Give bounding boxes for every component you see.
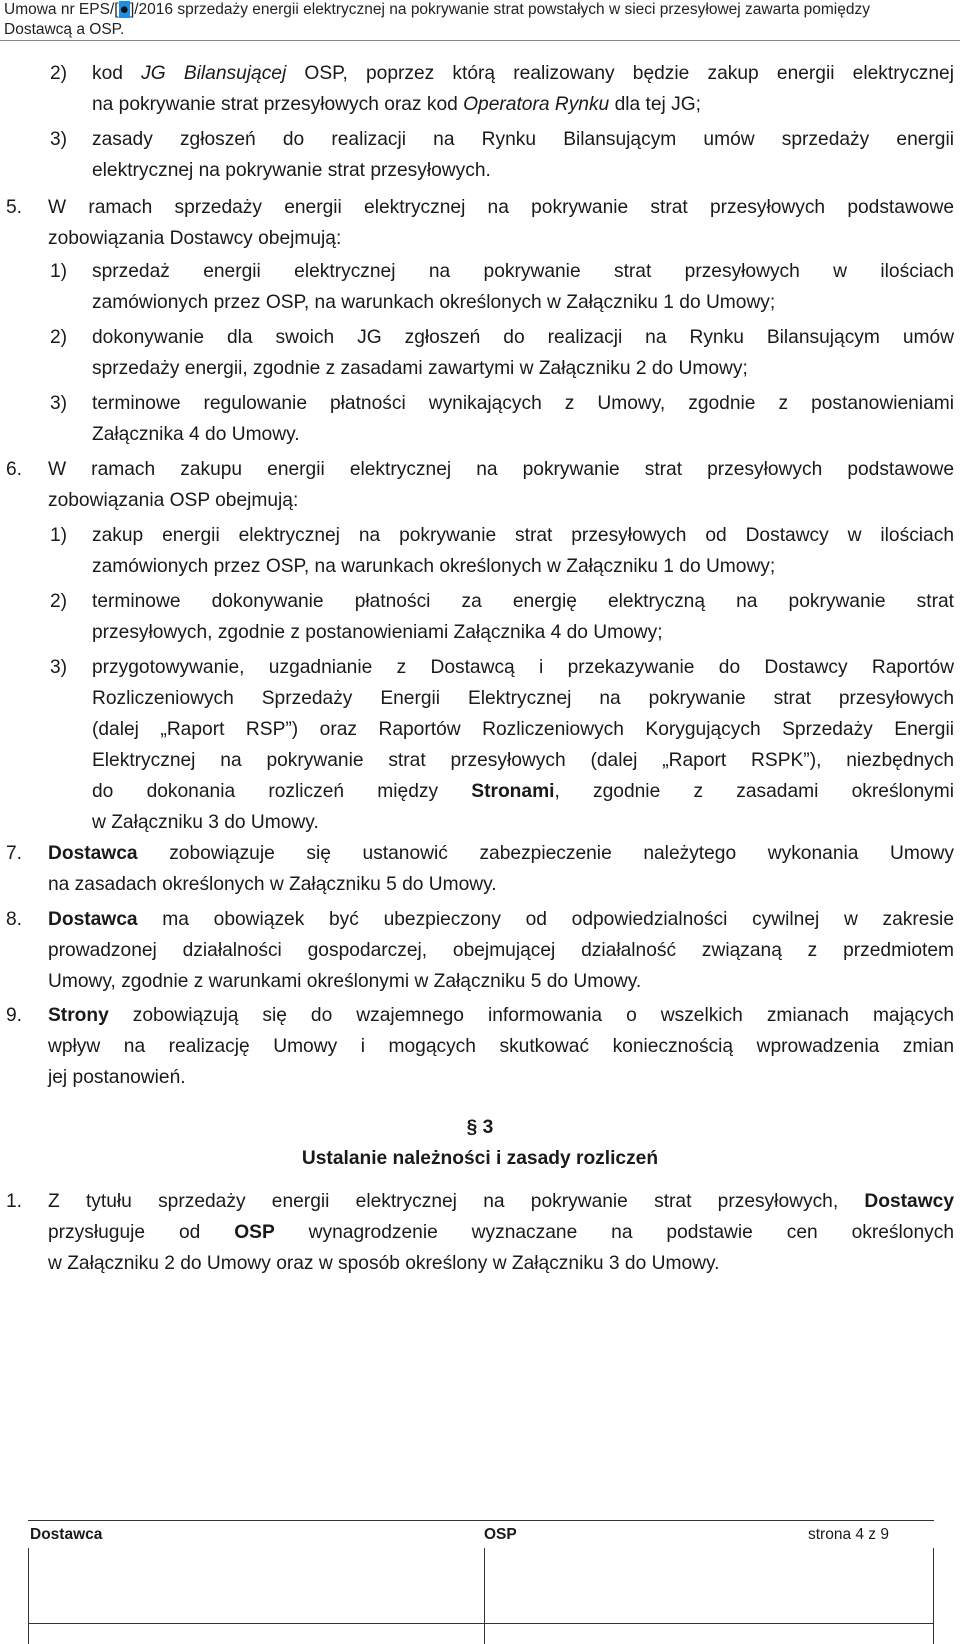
text-line — [92, 683, 954, 714]
item-text — [92, 124, 954, 186]
text-run: na zasadach określonych w Załączniku 5 do Umowy. — [48, 874, 497, 895]
item-number: 3) — [50, 657, 68, 678]
text-line — [48, 869, 954, 900]
text-run: sprzedaż energii elektrycznej na pokrywanie strat przesyłowych w ilościach — [92, 261, 954, 282]
text-run: Dostawca — [48, 843, 138, 864]
text-run: elektrycznej na pokrywanie strat przesyłowych. — [92, 160, 491, 181]
text-run: W ramach zakupu energii elektrycznej na pokrywanie strat przesyłowych podstawowe — [48, 459, 954, 480]
paragraph-number: 7. — [6, 843, 23, 864]
paragraph-number: 1. — [6, 1191, 23, 1212]
text-run: zobowiązują się do wzajemnego informowania o wszelkich zmianach mających — [108, 1005, 954, 1026]
text-run: Umowy, zgodnie z warunkami określonymi w Załączniku 5 do Umowy. — [48, 971, 642, 992]
header-text: ]/2016 sprzedaży energii elektrycznej na pokrywanie strat powstałych w sieci przesyłowej zawarta pomiędzy — [129, 1, 870, 18]
text-run: zobowiązania Dostawcy obejmują: — [48, 228, 342, 249]
text-run: W ramach sprzedaży energii elektrycznej na pokrywanie strat przesyłowych podstawowe — [48, 197, 954, 218]
text-run: Elektrycznej na pokrywanie strat przesyłowych (dalej „Raport RSPK”), niezbędnych — [92, 750, 954, 771]
text-run: Dostawcy — [864, 1191, 954, 1212]
text-run: przygotowywanie, uzgadnianie z Dostawcą i przekazywanie do Dostawcy Raportów — [92, 657, 954, 678]
text-run: Dostawca — [48, 909, 138, 930]
text-run: OSP, poprzez którą realizowany będzie zakup energii elektrycznej — [286, 63, 954, 84]
text-run: prowadzonej działalności gospodarczej, obejmującej działalność związaną z przedmiotem — [48, 940, 954, 961]
text-line — [92, 419, 954, 450]
page-number: strona 4 z 9 — [808, 1526, 889, 1543]
text-run: ma obowiązek być ubezpieczony od odpowiedzialności cywilnej w zakresie — [137, 909, 954, 930]
text-line — [92, 89, 954, 120]
text-line — [48, 192, 954, 223]
item-number: 2) — [50, 327, 68, 348]
text-run: Operatora Rynku — [463, 94, 610, 115]
footer-party-osp: OSP — [484, 1526, 517, 1543]
text-line — [92, 745, 954, 776]
signature-box-border — [484, 1548, 485, 1644]
text-line — [92, 353, 954, 384]
text-run: jej postanowień. — [48, 1067, 186, 1088]
paragraph-text — [48, 192, 954, 254]
item-text — [92, 58, 954, 120]
text-line — [92, 322, 954, 353]
text-run: przysługuje od — [48, 1222, 235, 1243]
text-run: zobowiązania OSP obejmują: — [48, 490, 299, 511]
text-line — [92, 551, 954, 582]
item-text — [92, 520, 954, 582]
paragraph-text — [48, 1000, 954, 1093]
text-line — [92, 256, 954, 287]
text-line — [48, 966, 954, 997]
text-line — [48, 485, 954, 516]
text-line — [92, 58, 954, 89]
paragraph-number: 5. — [6, 197, 23, 218]
text-run: przesyłowych, zgodnie z postanowieniami Załącznika 4 do Umowy; — [92, 622, 663, 643]
item-number: 2) — [50, 591, 68, 612]
item-text — [92, 256, 954, 318]
placeholder-highlight: ● — [119, 1, 129, 18]
text-run: (dalej „Raport RSP”) oraz Raportów Rozliczeniowych Korygujących Sprzedaży Energii — [92, 719, 954, 740]
text-run: Stronami — [471, 781, 555, 802]
footer-divider — [28, 1520, 934, 1521]
text-line — [48, 838, 954, 869]
item-number: 1) — [50, 261, 68, 282]
header-divider — [0, 40, 960, 41]
text-line — [92, 652, 954, 683]
text-run: zasady zgłoszeń do realizacji na Rynku Bilansującym umów sprzedaży energii — [92, 129, 954, 150]
text-run: Z tytułu sprzedaży energii elektrycznej na pokrywanie strat przesyłowych, — [48, 1191, 865, 1212]
item-number: 1) — [50, 525, 68, 546]
text-run: Rozliczeniowych Sprzedaży Energii Elektrycznej na pokrywanie strat przesyłowych — [92, 688, 954, 709]
text-line — [48, 1217, 954, 1248]
text-line — [48, 1031, 954, 1062]
text-run: do dokonania rozliczeń między — [92, 781, 472, 802]
header-line-1 — [4, 0, 954, 20]
text-run: terminowe dokonywanie płatności za energię elektryczną na pokrywanie strat — [92, 591, 954, 612]
page-header — [4, 0, 954, 40]
header-text: Umowa nr EPS/[ — [4, 1, 119, 18]
text-line — [48, 454, 954, 485]
item-number: 2) — [50, 63, 68, 84]
section-sign: § 3 — [466, 1117, 494, 1138]
text-line — [48, 1248, 954, 1279]
footer-party-supplier: Dostawca — [30, 1526, 103, 1543]
item-text — [92, 388, 954, 450]
paragraph-number: 8. — [6, 909, 23, 930]
section-title: Ustalanie należności i zasady rozliczeń — [301, 1148, 659, 1169]
text-run: zobowiązuje się ustanowić zabezpieczenie należytego wykonania Umowy — [137, 843, 954, 864]
text-line — [92, 714, 954, 745]
paragraph-number: 9. — [6, 1005, 23, 1026]
text-line — [48, 935, 954, 966]
text-run: zamówionych przez OSP, na warunkach określonych w Załączniku 1 do Umowy; — [92, 292, 776, 313]
text-line — [92, 776, 954, 807]
signature-box-border — [933, 1548, 934, 1644]
text-run: , zgodnie z zasadami określonymi — [554, 781, 954, 802]
text-run: Strony — [48, 1005, 109, 1026]
item-number: 3) — [50, 129, 68, 150]
header-line-2: Dostawcą a OSP. — [4, 21, 125, 38]
item-text — [92, 586, 954, 648]
text-line — [48, 1000, 954, 1031]
text-line — [92, 388, 954, 419]
text-run: w Załączniku 3 do Umowy. — [92, 812, 319, 833]
paragraph-text — [48, 1186, 954, 1279]
page-footer — [28, 1520, 934, 1620]
text-run: w Załączniku 2 do Umowy oraz w sposób określony w Załączniku 3 do Umowy. — [48, 1253, 720, 1274]
text-line — [92, 155, 954, 186]
text-run: Załącznika 4 do Umowy. — [92, 424, 300, 445]
text-run: zamówionych przez OSP, na warunkach określonych w Załączniku 1 do Umowy; — [92, 556, 776, 577]
text-line — [92, 520, 954, 551]
text-line — [48, 1062, 954, 1093]
text-run: dla tej JG; — [609, 94, 701, 115]
paragraph-number: 6. — [6, 459, 23, 480]
item-text — [92, 652, 954, 838]
text-run: wynagrodzenie wyznaczane na podstawie cen określonych — [274, 1222, 954, 1243]
item-text — [92, 322, 954, 384]
text-run: JG Bilansującej — [141, 63, 287, 84]
signature-box-border — [28, 1548, 29, 1644]
item-number: 3) — [50, 393, 68, 414]
text-line — [48, 1186, 954, 1217]
text-line — [48, 223, 954, 254]
signature-box-bottom — [28, 1623, 934, 1624]
text-run: OSP — [234, 1222, 275, 1243]
text-run: terminowe regulowanie płatności wynikających z Umowy, zgodnie z postanowieniami — [92, 393, 954, 414]
text-line — [92, 807, 954, 838]
text-run: sprzedaży energii, zgodnie z zasadami zawartymi w Załączniku 2 do Umowy; — [92, 358, 748, 379]
text-run: wpływ na realizację Umowy i mogących skutkować koniecznością wprowadzenia zmian — [48, 1036, 954, 1057]
text-line — [92, 586, 954, 617]
text-line — [92, 617, 954, 648]
text-run: dokonywanie dla swoich JG zgłoszeń do realizacji na Rynku Bilansującym umów — [92, 327, 954, 348]
text-line — [48, 904, 954, 935]
paragraph-text — [48, 904, 954, 997]
paragraph-text — [48, 454, 954, 516]
paragraph-text — [48, 838, 954, 900]
text-run: zakup energii elektrycznej na pokrywanie strat przesyłowych od Dostawcy w ilościach — [92, 525, 954, 546]
text-run: na pokrywanie strat przesyłowych oraz kod — [92, 94, 464, 115]
text-line — [92, 287, 954, 318]
text-run: kod — [92, 63, 142, 84]
text-line — [92, 124, 954, 155]
